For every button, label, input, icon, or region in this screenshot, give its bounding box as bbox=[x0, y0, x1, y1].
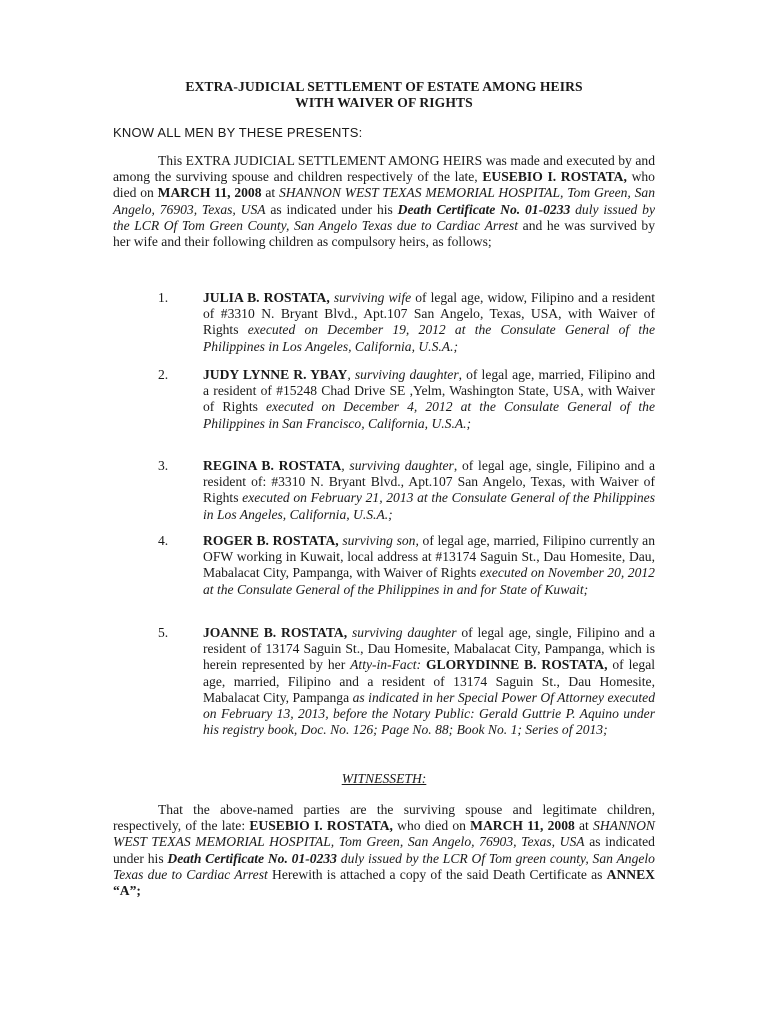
death-date: MARCH 11, 2008 bbox=[470, 818, 575, 834]
heir-number: 4. bbox=[158, 533, 169, 548]
document-title-line-1: EXTRA-JUDICIAL SETTLEMENT OF ESTATE AMONG HEIRS bbox=[185, 79, 583, 94]
death-place: SHANNON WEST TEXAS MEMORIAL HOSPITAL, Tom Green, San Angelo, 76903, Texas, USA bbox=[113, 818, 655, 850]
intro-text-1: This EXTRA JUDICIAL SETTLEMENT AMONG HEIRS was made and executed by and among the surviving spouse and children respectively of the late, bbox=[113, 153, 655, 185]
heir-waiver: executed on November 20, 2012 at the Consulate General of the Philippines in and for State of Kuwait; bbox=[203, 565, 655, 597]
death-certificate: Death Certificate No. 01-0233 bbox=[397, 201, 571, 217]
attorney-in-fact-label: Atty-in-Fact: bbox=[350, 657, 422, 673]
intro-text-3: at bbox=[261, 185, 279, 201]
heir-name: JUDY LYNNE R. YBAY bbox=[203, 367, 348, 382]
death-certificate: Death Certificate No. 01-0233 bbox=[167, 850, 337, 866]
witnesseth-paragraph bbox=[113, 802, 655, 899]
para2-text-4: as indicated under his bbox=[113, 834, 655, 866]
death-place: SHANNON WEST TEXAS MEMORIAL HOSPITAL, Tom Green, San Angelo, 76903, Texas, USA bbox=[113, 185, 656, 217]
intro-paragraph bbox=[113, 153, 655, 250]
para2-text-5: duly issued by the LCR Of Tom green county, San Angelo Texas due to Cardiac Arrest bbox=[113, 850, 655, 882]
heir-role: , surviving daughter bbox=[341, 458, 454, 473]
heir-number: 2. bbox=[158, 367, 169, 382]
heir-name: JOANNE B. ROSTATA, bbox=[203, 625, 348, 640]
decedent-name: EUSEBIO I. ROSTATA, bbox=[482, 169, 627, 185]
intro-text-5: duly issued by the LCR Of Tom Green County, San Angelo Texas due to Cardiac Arrest bbox=[113, 201, 656, 233]
para2-text-3: at bbox=[574, 818, 594, 834]
decedent-name: EUSEBIO I. ROSTATA, bbox=[249, 818, 393, 834]
heir-name: JULIA B. ROSTATA, bbox=[203, 290, 330, 305]
document-title-line-2: WITH WAIVER OF RIGHTS bbox=[295, 95, 473, 110]
heir-waiver: executed on December 19, 2012 at the Consulate General of the Philippines in Los Angeles, California, U.S.A.; bbox=[203, 322, 655, 354]
heir-role: surviving daughter bbox=[347, 625, 457, 640]
annex-label: ANNEX “A”; bbox=[113, 866, 655, 899]
intro-text-2: who died on bbox=[113, 169, 655, 201]
heir-name: REGINA B. ROSTATA bbox=[203, 458, 342, 473]
heir-role: , surviving daughter bbox=[347, 367, 459, 382]
intro-text-6: and he was survived by her wife and their following children as compulsory heirs, as follows; bbox=[113, 217, 656, 250]
heir-details: of legal age, widow, Filipino and a resident of #3310 N. Bryant Blvd., Apt.107 San Angelo, Texas, USA, with Waiver of Rights bbox=[203, 290, 656, 338]
heir-role: surviving wife bbox=[329, 290, 412, 305]
para2-text-2: who died on bbox=[392, 818, 471, 834]
witnesseth-heading: WITNESSETH: bbox=[341, 771, 427, 786]
know-all-men-heading: KNOW ALL MEN BY THESE PRESENTS: bbox=[113, 125, 363, 140]
representative-details: of legal age, married, Filipino and a resident of 13174 Saguin St., Dau Homesite, Mabalacat City, Pampanga bbox=[203, 657, 655, 705]
representative-name: GLORYDINNE B. ROSTATA, bbox=[421, 657, 608, 673]
power-of-attorney-details: as indicated in her Special Power Of Attorney executed on February 13, 2013, before the Notary Public: Gerald Guttrie P. Aquino under his registry book, Doc. No. 126; Page No. 88; Book No. 1; Series of 2013; bbox=[203, 689, 655, 738]
heir-number: 1. bbox=[158, 290, 169, 305]
heir-details: of legal age, single, Filipino and a resident of 13174 Saguin St., Dau Homesite, Mabalacat City, Pampanga, which is herein represented by her bbox=[203, 625, 655, 673]
heir-details: , of legal age, single, Filipino and a resident of: #3310 N. Bryant Blvd., Apt.107 San Angelo, Texas, with Waiver of Rights bbox=[203, 458, 656, 506]
heir-details: of legal age, married, Filipino currently an OFW working in Kuwait, local address at #13174 Saguin St., Dau Homesite, Dau, Mabalacat City, Pampanga, with Waiver of Rights bbox=[203, 533, 656, 581]
heir-details: , of legal age, married, Filipino and a resident of #15248 Chad Drive SE ,Yelm, Washington State, USA, with Waiver of Rights bbox=[203, 367, 655, 415]
death-date: MARCH 11, 2008 bbox=[157, 185, 262, 201]
heir-name: ROGER B. ROSTATA, bbox=[203, 533, 339, 548]
heir-waiver: executed on February 21, 2013 at the Consulate General of the Philippines in Los Angeles, California, U.S.A.; bbox=[203, 490, 655, 522]
para2-text-1: That the above-named parties are the surviving spouse and legitimate children, respectively, of the late: bbox=[113, 802, 655, 834]
heir-waiver: executed on December 4, 2012 at the Consulate General of the Philippines in San Francisco, California, U.S.A.; bbox=[203, 399, 655, 431]
heir-role: surviving son, bbox=[338, 533, 419, 548]
para2-text-6: Herewith is attached a copy of the said Death Certificate as bbox=[267, 866, 607, 882]
intro-text-4: as indicated under his bbox=[265, 201, 398, 217]
heir-number: 3. bbox=[158, 458, 169, 473]
heir-number: 5. bbox=[158, 625, 169, 640]
